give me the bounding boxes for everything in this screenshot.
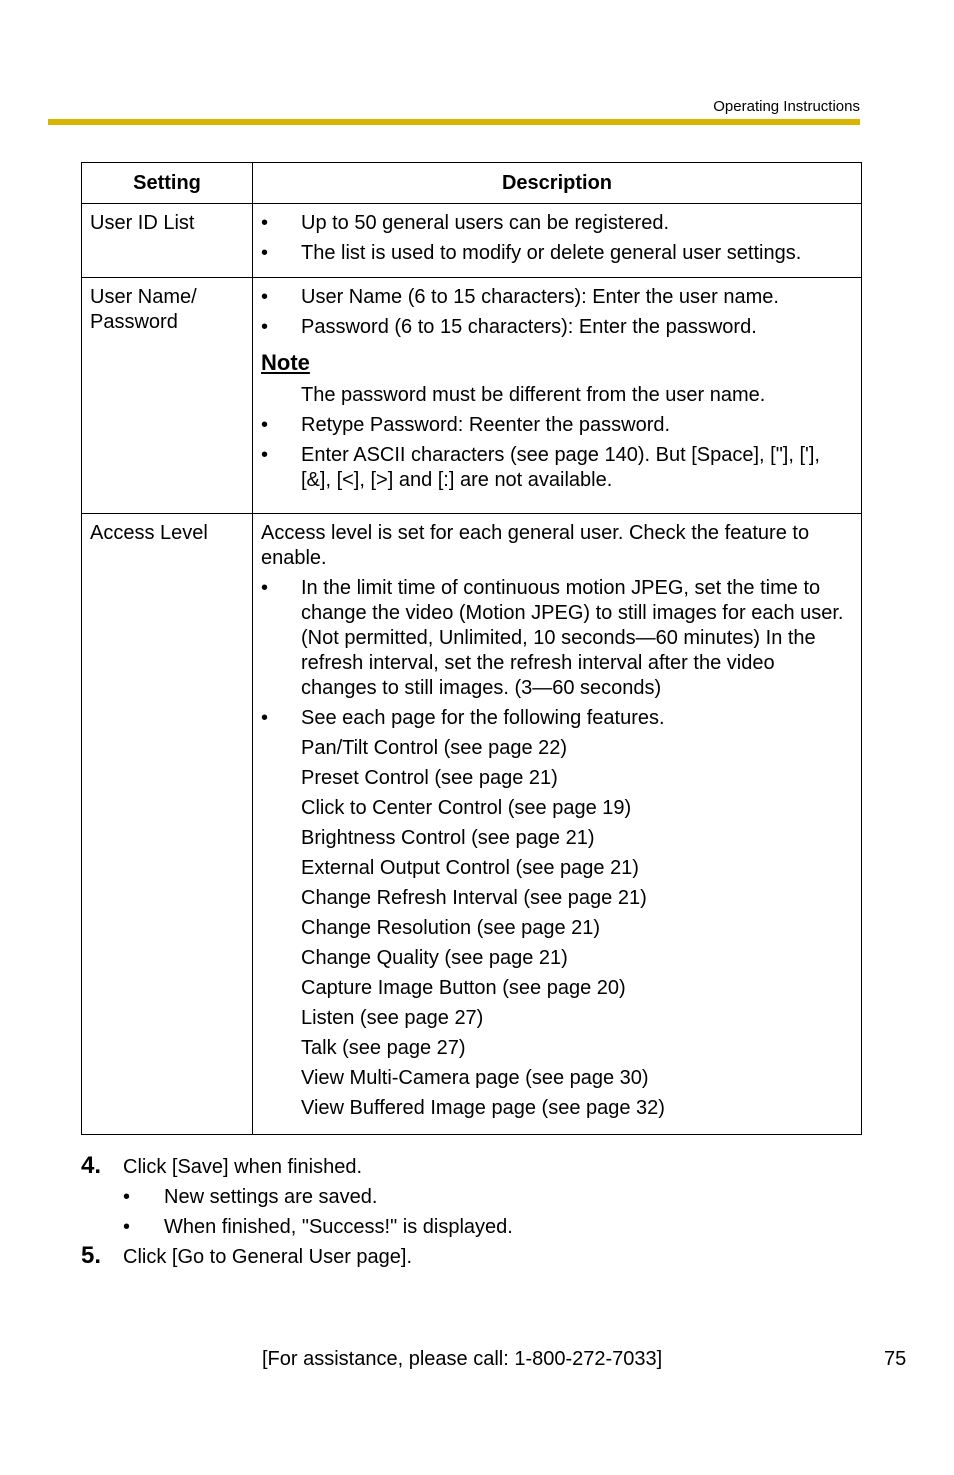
feature-item: Capture Image Button (see page 20) — [301, 977, 626, 999]
step-number: 4. — [81, 1152, 102, 1179]
step-number: 5. — [81, 1242, 102, 1269]
column-header-description: Description — [253, 163, 862, 204]
feature-item: View Multi-Camera page (see page 30) — [301, 1067, 649, 1089]
feature-item: Change Resolution (see page 21) — [301, 917, 601, 939]
feature-item: External Output Control (see page 21) — [301, 857, 639, 879]
feature-item: Listen (see page 27) — [301, 1007, 484, 1029]
step-text: Click [Go to General User page]. — [123, 1246, 413, 1268]
settings-table — [81, 162, 862, 1135]
description-cell — [253, 204, 862, 278]
column-header-setting: Setting — [82, 163, 253, 204]
steps-list — [81, 1152, 513, 1275]
feature-item: Brightness Control (see page 21) — [301, 827, 595, 849]
feature-item: Change Refresh Interval (see page 21) — [301, 887, 647, 909]
description-cell — [253, 278, 862, 514]
bullet-item: • In the limit time of continuous motion JPEG, set the time to change the video (Motion JPEG) to still images for each user. (Not permitted, Unlimited, 10 seconds—60 minutes) In the refresh interval, set the refresh interval after the video changes to still images. (3—60 seconds) — [261, 577, 844, 699]
step-bullet: • When finished, "Success!" is displayed. — [123, 1216, 513, 1238]
feature-item: Change Quality (see page 21) — [301, 947, 568, 969]
table-header-row — [82, 163, 862, 204]
bullet-item: • The list is used to modify or delete general user settings. — [261, 242, 802, 264]
assistance-footer: [For assistance, please call: 1-800-272-7033] — [262, 1348, 663, 1370]
feature-item: Click to Center Control (see page 19) — [301, 797, 632, 819]
setting-cell: Access Level — [82, 514, 253, 1135]
page-number: 75 — [884, 1348, 907, 1370]
intro-text: Access level is set for each general user. Check the feature to enable. — [261, 522, 810, 569]
feature-item: Preset Control (see page 21) — [301, 767, 558, 789]
feature-item: View Buffered Image page (see page 32) — [301, 1097, 665, 1119]
step-item — [81, 1242, 513, 1270]
running-header: Operating Instructions — [713, 98, 860, 115]
note-heading: Note — [261, 350, 310, 375]
table-row-user-name-password — [82, 278, 862, 514]
feature-item: Pan/Tilt Control (see page 22) — [301, 737, 568, 759]
feature-item: Talk (see page 27) — [301, 1037, 466, 1059]
setting-cell: User ID List — [82, 204, 253, 278]
step-text: Click [Save] when finished. — [123, 1156, 363, 1178]
bullet-item: • Enter ASCII characters (see page 140). But [Space], ["], ['], [&], [<], [>] and [:] are not available. — [261, 444, 820, 491]
bullet-item: • Password (6 to 15 characters): Enter the password. — [261, 316, 757, 338]
bullet-item: • User Name (6 to 15 characters): Enter the user name. — [261, 286, 779, 308]
bullet-item: • Retype Password: Reenter the password. — [261, 414, 671, 436]
table-row-user-id-list — [82, 204, 862, 278]
step-bullet: • New settings are saved. — [123, 1186, 378, 1208]
step-item — [81, 1152, 513, 1180]
description-cell — [253, 514, 862, 1135]
header-rule — [48, 119, 860, 125]
table-row-access-level — [82, 514, 862, 1135]
setting-cell: User Name/ Password — [82, 278, 253, 514]
note-text: The password must be different from the user name. — [301, 384, 766, 406]
bullet-item: • Up to 50 general users can be registered. — [261, 212, 669, 234]
bullet-item: • See each page for the following features. — [261, 707, 665, 729]
